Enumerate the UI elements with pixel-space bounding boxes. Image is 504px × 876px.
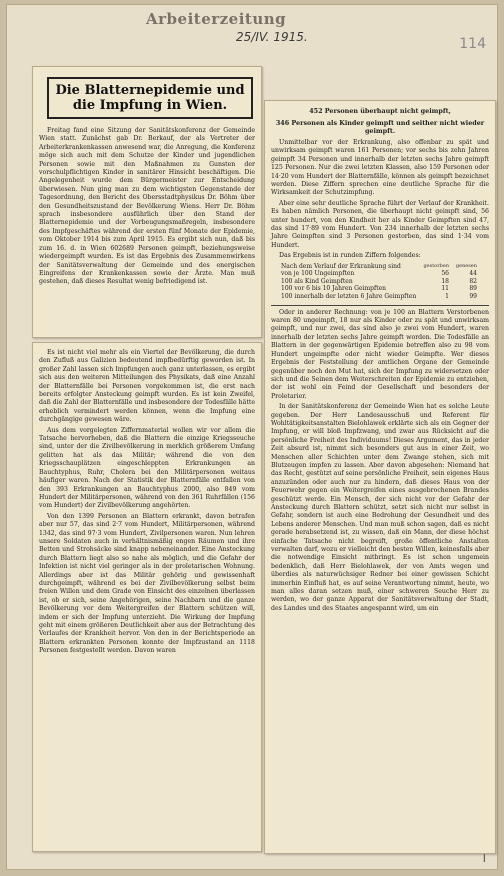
column-header-dead: gestorben [423,262,449,269]
archive-mark: I [482,852,486,865]
clipping-right-column [264,100,496,854]
article-headline: Die Blatternepidemie und die Impfung in Wien. [47,77,253,119]
healed-value: 99 [469,293,477,301]
body-paragraph: Es ist nicht viel mehr als ein Viertel der Bevölkerung, die durch den Zufluß aus Galizien bedeutend impfbedürftig geworden ist. In großer Zahl lassen sich Impfungen auch ganz unterlassen, es ergibt sich aus den weiteren Mitteilungen des Physikats, daß eine Anzahl der Blatternfälle bei Personen vorgekommen ist, die erst nach bereits erfolgter Ansteckung geimpft wurden. Es ist kein Zweifel, daß die Zahl der Blatternfälle und insbesondere der Todesfälle hätte erheblich vermindert werden können, wenn die Impfung eine durchgängige gewesen wäre. [39,349,255,424]
dead-value: 56 [441,270,449,278]
table-row [279,270,479,278]
article-intro [39,127,255,287]
table-header-row [279,263,479,271]
table-row [279,278,479,286]
row-label: 100 innerhalb der letzten 6 Jahre Geimpften [281,293,417,301]
newspaper-masthead: Arbeiterzeitung [146,10,287,28]
table-title: Nach dem Verlauf der Erkrankung sind [281,262,401,270]
body-paragraph: Aus dem vorgelegten Ziffernmaterial wollen wir vor allem die Tatsache hervorheben, daß die Blattern die einzige Kriegsseuche sind, unter der die Zivilbevölkerung in merklich größerem Umfang gelitten hat als das Militär; während die von den Kriegsschauplätzen eingeschleppten Erkrankungen an Bauchtyphus, Ruhr, Cholera bei den Militärpersonen weitaus häufiger waren. Nach der Statistik der Blatternfälle entfallen von den 393 Erkrankungen an Bauchtyphus 2000, also 849 vom Hundert der Militärpersonen, während von den 361 Ruhrfällen (156 vom Hundert) der Zivilbevölkerung angehörten. [39,426,255,510]
body-paragraph: Von den 1399 Personen an Blattern erkrankt, davon betrafen aber nur 57, das sind 2·7 vom Hundert, Militärpersonen, während 1342, das sind 97·3 vom Hundert, Zivilpersonen waren. Nun lehren unsere Soldaten auch in verhältnismäßig engen Räumen und ihre Betten und Strohsäcke sind knapp nebeneinander. Eine Ansteckung durch Blattern liegt also so nahe als möglich, und die Gefahr der Infektion ist nicht viel geringer als in der proletarischen Wohnung. Allerdings aber ist das Militär gehörig und gewissenhaft durchgeimpft, während es bei der Zivilbevölkerung selbst beim freien Willen und dem Grade von Einsicht des einzelnen überlassen ist, ob er sich, seine Angehörigen, seine Nachbarn und die ganze Bevölkerung vor dem Weitergreifen der Blattern schützen will, indem er sich der Impfung unterzieht. Die Wirkung der Impfung geht mit einem größeren Deutlichkeit aber aus der Betrachtung des Verlaufes der Krankheit hervor. Von den in der Berichtsperiode an Blattern erkrankten Personen konnte der Impfzustand an 1118 Personen festgestellt werden. Davon waren [39,512,255,655]
divider [271,305,489,306]
intro-paragraph: Freitag fand eine Sitzung der Sanitätskonferenz der Gemeinde Wien statt. Zunächst gab Dr. Berkauf, der als Vertreter der Arbeiterkrankenkassen anwesend war, die Anregung, die Konferenz möge sich auch mit dem Schutze der Kinder und jugendlichen Personen sowie mit den Maßnahmen zu Gunsten der vorschulpflichtigen Kinder in sanitärer Hinsicht beschäftigen. Die Angelegenheit wurde dem Bürgermeister zur Entscheidung überwiesen. Nun ging man zu dem wichtigsten Gegenstande der Tagesordnung, den Bericht des Obersstadtphysikus Dr. Böhm über den Gesundheitszustand der Bevölkerung Wiens. Herr Dr. Böhm sprach insbesondere ausführlich über den Stand der Blatternepidemie und der Vorbeugungsmaßregeln, insbesondere des Impfgeschäftes während der ersten fünf Monate der Epidemie, vom Oktober 1914 bis zum April 1915. Es ergibt sich nun, daß bis zum 16. d. in Wien 602689 Personen geimpft, beziehungsweise wiedergeimpft wurden. Es ist das Ergebnis des Zusammenwirkens der Sanitätsverwaltung der Gemeinde und des energischen Eingreifens der Krankenkassen sowie der Ärzte. Man muß gestehen, daß dieses Resultat wenig befriedigend ist. [39,127,255,286]
lead-line: 452 Personen überhaupt nicht geimpft, [309,107,451,115]
healed-value: 89 [469,285,477,293]
row-label: 100 vor 6 bis 10 Jahren Geimpften [281,285,387,293]
archive-sheet [6,4,498,870]
body-paragraph: In der Sanitätskonferenz der Gemeinde Wien hat es solche Leute gegeben. Der Herr Landesausschuß und Referent für Wohltätigkeitsanstalten Bielohlawek erklärte sich als ein Gegner der Impfung, er will bloß Impfzwang, und zwar aus Rücksicht auf die persönliche Freiheit des Individuums! Dieses Argument, das in jeder Zeit absurd ist, nimmt sich besonders gut aus in einer Zeit, wo Menschen aller Schichten unter dem Zwange stehen, sich mit Blutzeugen impfen zu lassen. Aber davon abgesehen: Niemand hat das Recht, gestützt auf seine persönliche Freiheit, sein eigenes Haus anzuzünden oder auch nur zu hindern, daß dieses Haus von der Feuerwehr gegen ein Weitergreifen eines ausgebrochenen Brandes geschützt werde. Ein Mensch, der sich nicht vor der Gefahr der Ansteckung durch Blattern schützt, setzt sich nicht nur selbst in Gefahr, sondern ist auch eine Bedrohung der Gesundheit und des Lebens anderer Menschen. Und man muß schon sagen, daß es nicht gerade herabsetzend ist, zu wissen, daß ein Mann, der diese höchst einfache Tatsache nicht begreift, große öffentliche Anstalten verwalten darf, wozu er vielleicht den besten Willen, keinesfalls aber die notwendige Einsicht mitbringt. Es ist schon ungemein bedenklich, daß Herr Bielohlawek, der von Amts wegen und überdies als naturwüchsiger Redner bei einer gewissen Schicht immerhin Einfluß hat, es auf seine Verantwortung nimmt, heute, wo man alles daran setzen muß, einer schweren Seuche Herr zu werden, wo der ganze Apparat der Sanitätsverwaltung der Stadt, des Landes und des Staates angespannt wird, um ein [271,403,489,612]
clipping-headline-column [32,66,262,338]
lead-line: 346 Personen als Kinder geimpft und seither nicht wieder geimpft. [275,119,485,135]
mortality-table [279,263,479,301]
article-body-right [271,139,489,261]
dead-value: 1 [445,293,449,301]
row-label: 100 als Kind Geimpften [281,277,353,285]
dead-value: 18 [441,277,449,285]
body-paragraph: Unmittelbar vor der Erkrankung, also offenbar zu spät und unwirksam geimpft waren 161 Personen; vor sechs bis zehn Jahren geimpft 34 Personen und innerhalb der letzten sechs Jahre geimpft 125 Personen. Nur die zwei letzten Klassen, also 159 Personen oder 14·20 vom Hundert der Blatternfälle, können als geimpft bezeichnet werden. Diese Ziffern sprechen eine deutliche Sprache für die Wirksamkeit der Schutzimpfung. [271,139,489,197]
healed-value: 82 [469,277,477,285]
healed-value: 44 [469,270,477,278]
clipping-left-column [32,342,262,852]
article-body-right-continued [271,309,489,614]
dead-value: 11 [441,285,449,293]
archive-page-number: 114 [459,36,486,52]
handwritten-date: 25/IV. 1915. [236,30,308,44]
body-paragraph: Das Ergebnis ist in runden Ziffern folgendes: [279,252,421,260]
table-row [279,293,479,301]
column-header-healed: genesen [455,262,477,269]
body-paragraph: Oder in anderer Rechnung: von je 100 an Blattern Verstorbenen waren 80 ungeimpft, 18 nur als Kinder oder zu spät und unwirksam geimpft, und nur zwei, das sind also je zwei vom Hundert, waren innerhalb der letzten sechs Jahre geimpft worden. Die Todesfälle an Blattern in der gegenwärtigen Epidemie betreffen also zu 98 vom Hundert ungeimpfte oder nicht wieder Geimpfte. Wer dieses Ergebnis der Feststellung der amtlichen Organe der Gemeinde gegenüber noch den Mut hat, sich der Impfung zu widersetzen oder sich und die Seinen dem Weiterschreiten der Epidemie zu entziehen, der ist wohl ein Feind der Gesellschaft und besonders der Proletarier. [271,308,489,400]
body-paragraph: Aber eine sehr deutliche Sprache führt der Verlauf der Krankheit. Es haben nämlich Personen, die überhaupt nicht geimpft sind, 56 unter hundert, von den Kindheit her als Kinder Geimpften sind 47, das sind 17·89 vom Hundert. Von 234 innerhalb der letzten sechs Jahre Geimpften sind 3 Personen gestorben, das sind 1·34 vom Hundert. [271,199,489,249]
table-row [279,285,479,293]
article-body-left [39,349,255,656]
row-label: von je 100 Ungeimpften [281,270,355,278]
